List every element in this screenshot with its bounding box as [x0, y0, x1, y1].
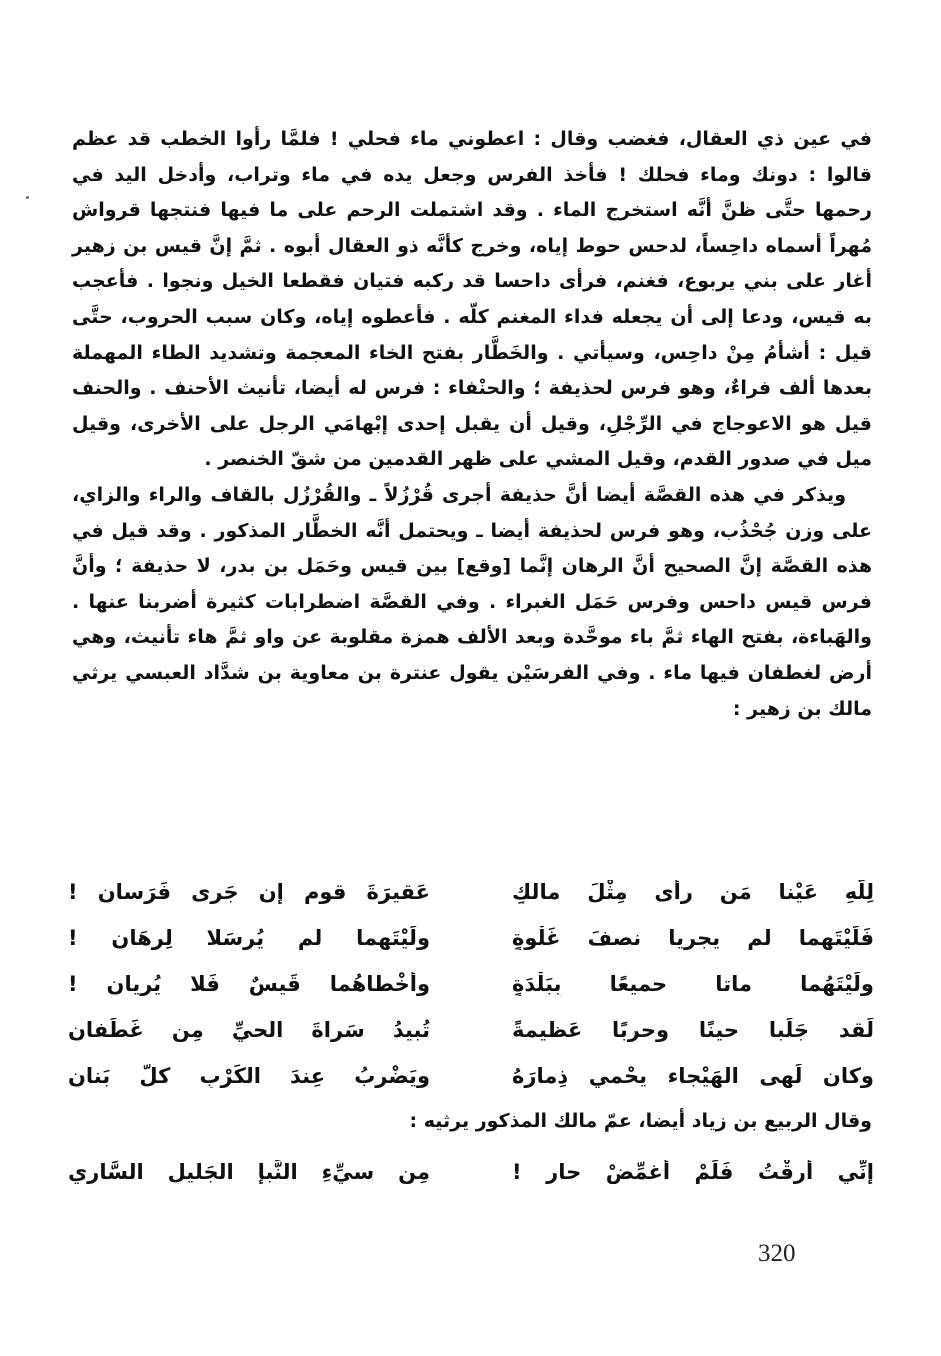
verse-first-hemistich: ولَيْتَهُما ماتا حميعًا بِبَلْدَةٍ	[512, 972, 874, 996]
verse-first-hemistich: فَلَيْتَهما لم يجريا نصفَ غَلْوةٍ	[512, 926, 874, 950]
verse-second-hemistich: ولَيْتَهما لم يُرسَلا لِرِهَانِ !	[68, 926, 430, 950]
verse-second-hemistich: وأخْطاهُما قَيسٌ فَلا يُرِيانِ !	[68, 972, 430, 996]
verse-first-hemistich: وكان لَهى الهَيْجاء يحْمي ذِمارَهُ	[512, 1064, 874, 1088]
scan-speck	[26, 196, 29, 199]
verse-second-hemistich: تُبيدُ سَراةَ الحيِّ مِن غَطَفانِ	[68, 1018, 430, 1042]
verse-second-hemistich: ويَضْرِبُ عِندَ الكَرْبِ كلَّ بَنانِ	[68, 1064, 430, 1088]
page-number: 320	[758, 1240, 796, 1267]
paragraph: ويذكر في هذه القصَّة أيضا أنَّ حذيفة أجرى قُرْزُلاً ـ والقُرْزُل بالقاف والراء والزاي، على وزن جُحْذُب، وهو فرس لحذيفة أيضا ـ ويحتمل أنَّه الخطَّار المذكور . وقد قيل في هذه القصَّة إنَّ الصحيح أنَّ الرهان إنَّما [وقع] بين قيس وحَمَل بن بدر، لا حذيفة ؛ وأنَّ فرس قيس داحس وفرس حَمَل الغبراء . وفي القصَّة اضطرابات كثيرة أضربنا عنها . والهَباءة، بفتح الهاء ثمَّ باء موحَّدة وبعد الألف همزة مقلوبة عن واو ثمَّ هاء تأنيث، وهي أرض لغطفان فيها ماء . وفي الفرسَيْن يقول عنترة بن معاوية بن شدَّاد العبسي يرثي مالك بن زهير :	[72, 483, 872, 720]
verse-first-hemistich: لَقد جَلَبا حينًا وحربًا عَظيمةً	[512, 1018, 874, 1042]
verse-line	[68, 926, 874, 972]
prose-body	[72, 122, 872, 727]
verse-first-hemistich: لِلَّهِ عَيْنا مَن رأى مِثْلَ مالكٍ	[512, 880, 874, 904]
verse-line	[68, 880, 874, 926]
verse-second-hemistich: عَقيرَةَ قومٍ إن جَرى فَرَسانِ !	[68, 880, 430, 904]
poem-block	[68, 880, 874, 1110]
verse-line	[68, 1018, 874, 1064]
paragraph: في عين ذي العقال، فغضب وقال : اعطوني ماء فحلي ! فلمَّا رأوا الخطب قد عظم قالوا : دونك وماء فحلك ! فأخذ الفرس وجعل يده في ماء وتراب، وأدخل اليد في رحمها حتَّى ظنَّ أنَّه استخرج الماء . وقد اشتملت الرحم على ما فيها فنتجها قرواش مُهراً أسماه داحِساً، لدحس حوط إياه، وخرج كأنَّه ذو العقال أبوه . ثمَّ إنَّ قيس بن زهير أغار على بني يربوع، فغنم، فرأى داحسا قد ركبه فتيان فقطعا الخيل ونجوا . فأعجب به قيس، ودعا إلى أن يجعله فداء المغنم كلّه . فأعطوه إياه، وكان سبب الحروب، حتَّى قيل : أشأمُ مِنْ داحِس، وسيأتي . والخَطَّار بفتح الخاء المعجمة وتشديد الطاء المهملة بعدها ألف فراءٌ، وهو فرس لحذيفة ؛ والحنْفاء : فرس له أيضا، تأنيث الأحنف . والحنف قيل هو الاعوجاج في الرِّجْلِ، وقيل أن يقبل إحدى إبْهامَي الرجل على الأخرى، وقيل ميل في صدور القدم، وقيل المشي على ظهر القدمين من شقّ الخنصر .	[72, 128, 872, 471]
verse-line	[68, 1160, 874, 1206]
verse-line	[68, 972, 874, 1018]
poem-block	[68, 1160, 874, 1206]
verse-first-hemistich: إنِّي أرقْتُ فَلَمْ أُغمِّضْ حارِ !	[512, 1160, 874, 1184]
verse-introduction: وقال الربيع بن زياد أيضا، عمّ مالك المذكور يرثيه :	[409, 1110, 872, 1132]
verse-second-hemistich: مِن سيِّءِ النَّبإِ الجَليلِ السَّاري	[68, 1160, 430, 1184]
